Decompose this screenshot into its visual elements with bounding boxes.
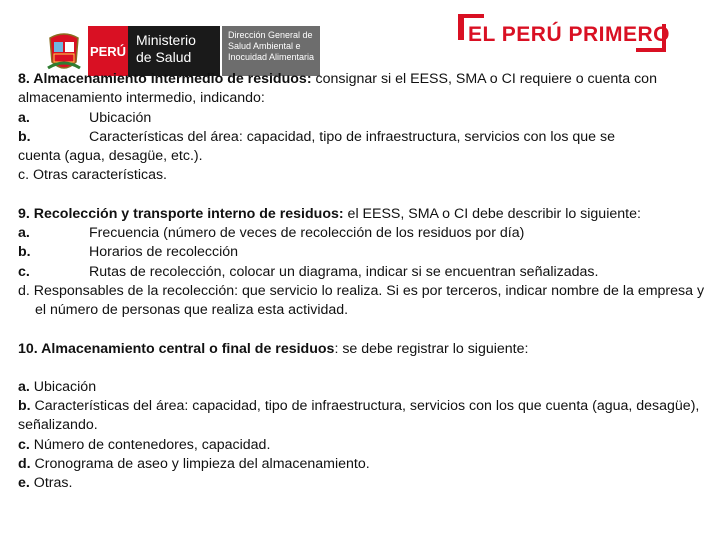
logo-ministry-line: Ministerio [136, 32, 196, 48]
list-label: d. [18, 456, 31, 473]
list-item [18, 109, 708, 128]
logo-direction-line: Dirección General de [228, 30, 313, 40]
list-text: Ubicación [89, 109, 152, 126]
list-text: Características del área: capacidad, tipo de infraestructura, servicios con los que se [89, 128, 615, 145]
list-text: Otras. [29, 475, 73, 492]
list-item [18, 397, 708, 436]
list-label: c. [18, 263, 30, 280]
section10-intro: : se debe registrar lo siguiente: [334, 340, 529, 357]
list-text: Horarios de recolección [89, 244, 239, 261]
list-label: a. [18, 378, 30, 395]
list-label: e. [18, 475, 30, 492]
slogan-logo [458, 14, 670, 52]
list-label: a. [18, 225, 30, 242]
list-label: b. [18, 244, 31, 261]
logo-ministry-line: de Salud [136, 49, 192, 65]
list-item [18, 436, 708, 455]
list-item [18, 378, 708, 397]
list-text: Ubicación [29, 378, 97, 395]
list-item [18, 243, 708, 262]
list-label: b. [18, 398, 31, 415]
section8-continuation: cuenta (agua, desagüe, etc.). [18, 148, 203, 165]
list-item [18, 263, 708, 282]
section8-item-c: c. Otras características. [18, 167, 168, 184]
list-label: b. [18, 128, 31, 145]
logo-direction-line: Salud Ambiental e [228, 41, 301, 51]
section8-title: 8. Almacenamiento intermedio de residuos: [18, 71, 312, 87]
list-text: Frecuencia (número de veces de recolección de los residuos por día) [89, 225, 525, 242]
list-text: Rutas de recolección, colocar un diagrama, indicar si se encuentran señalizadas. [89, 263, 599, 280]
section10-paragraph [18, 340, 708, 359]
section8-paragraph [18, 70, 708, 109]
logo-peru-label: PERÚ [88, 26, 128, 76]
list-text: Características del área: capacidad, tipo de infraestructura, servicios con los que cuenta (agua, desagüe), señalizando. [18, 398, 700, 434]
list-item [18, 128, 708, 147]
logo-direction-line: Inocuidad Alimentaria [228, 52, 315, 62]
list-item [18, 224, 708, 243]
list-label: c. [18, 436, 30, 453]
list-text: Cronograma de aseo y limpieza del almacenamiento. [30, 456, 370, 473]
section8-intro: consignar si el EESS, SMA o CI requiere o cuenta con almacenamiento intermedio, indicando: [18, 71, 657, 107]
list-label: a. [18, 109, 30, 126]
section9-item-d: d. Responsables de la recolección: que servicio lo realiza. Si es por terceros, indicar nombre de la empresa y el número de personas que realiza esta actividad. [18, 282, 705, 319]
section9-paragraph [18, 205, 708, 224]
list-text: Número de contenedores, capacidad. [29, 436, 271, 453]
section9-intro: el EESS, SMA o CI debe describir lo siguiente: [343, 205, 641, 222]
list-item [18, 474, 708, 493]
slogan-text: EL PERÚ PRIMERO [468, 23, 670, 46]
logo-direction [222, 26, 320, 76]
list-item [18, 455, 708, 474]
header [0, 0, 720, 80]
section9-title: 9. Recolección y transporte interno de residuos: [18, 205, 344, 222]
document-body [18, 70, 708, 494]
coat-of-arms-icon [44, 28, 84, 76]
logo-ministry [128, 26, 220, 76]
section10-title: 10. Almacenamiento central o final de residuos [18, 340, 335, 357]
